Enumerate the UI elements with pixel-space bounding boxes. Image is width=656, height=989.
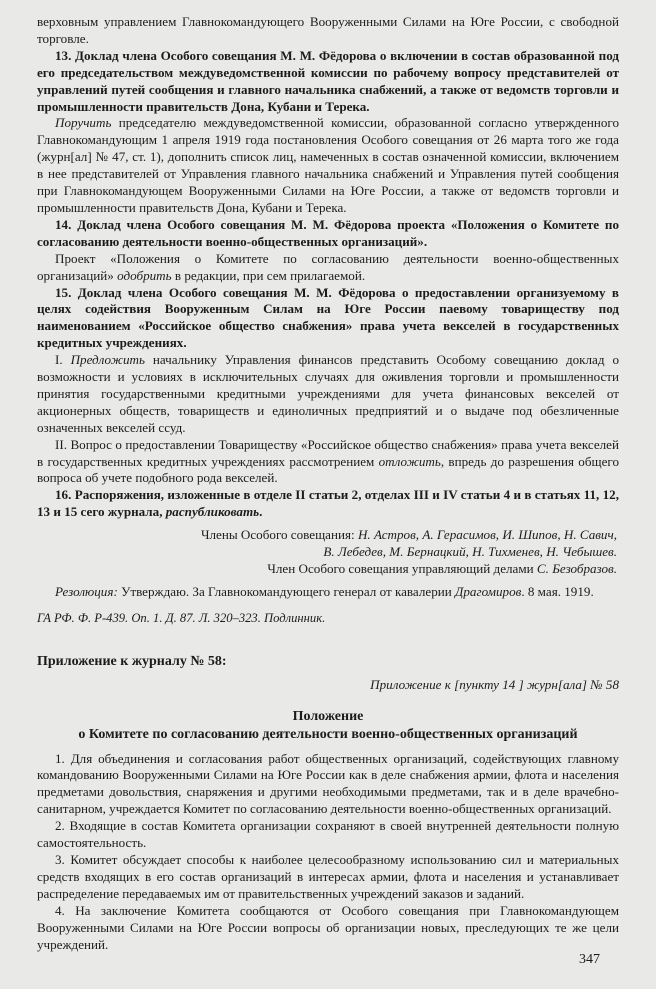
members-signatures-line-1 bbox=[37, 527, 619, 544]
item-15-1-text: начальнику Управления финансов представить Особому совещанию доклад о возможности и условиях в исключительных случаях для оживления торговли и промышленности принятия государственными кредитными учреждениями для учета финансовых векселей от акционерных обществ, товариществ и единоличных предприятий и о выдаче под обезличенные означенных векселей ссуд. bbox=[37, 352, 619, 435]
page-number: 347 bbox=[579, 952, 600, 967]
appendix-reference: Приложение к [пункту 14 ] журн[ала] № 58 bbox=[370, 676, 619, 692]
item-15-heading: 15. Доклад члена Особого совещания М. М. Фёдорова о предоставлении организуемому в целях содействия Вооруженным Силам на Юге России паевому товариществу под наименованием «Российское общество снабжения» права учета векселей в государственных кредитных учреждениях. bbox=[37, 284, 619, 351]
members-signatures-line-2: В. Лебедев, М. Бернацкий, Н. Тихменев, Н. Чебышев. bbox=[323, 544, 617, 560]
item-15-2-verb: отложить bbox=[378, 453, 441, 469]
clause-3: 3. Комитет обсуждает способы к наиболее целесообразному использованию сил и материальных средств входящих в его состав организаций в интересах армии, флота и населения и устанавливает распределение передаваемых им от правительственных учреждений заказов и заданий. bbox=[37, 851, 619, 901]
item-15-2-text-a: II. Вопрос о предоставлении Товариществу «Российское общество снабжения» права учета векселей в государственных кредитных учреждениях рассмотрением bbox=[37, 436, 619, 469]
item-14-body bbox=[37, 251, 619, 285]
item-13-heading: 13. Доклад члена Особого совещания М. М. Фёдорова о включении в состав образованной под его председательством междуведомственной комиссии по рабочему вопросу представителей от управлений путей сообщения и главного начальника снабжений, а также от ведомств торговли и промышленности правительств Дона, Кубани и Терека. bbox=[37, 47, 619, 114]
members-label: Члены Особого совещания: bbox=[200, 527, 358, 543]
secretary-label: Член Особого совещания управляющий делами bbox=[267, 561, 537, 576]
clause-2: 2. Входящие в состав Комитета организации сохраняют в своей внутренней деятельности полную самостоятельность. bbox=[37, 818, 619, 851]
appendix-heading: Приложение к журналу № 58: bbox=[37, 653, 227, 669]
secretary-signature bbox=[37, 561, 619, 578]
item-13-verb: Поручить bbox=[55, 115, 112, 131]
item-15-part-2 bbox=[37, 437, 619, 488]
item-16-verb: распубликовать bbox=[165, 504, 260, 520]
clause-4: 4. На заключение Комитета сообщаются от Особого совещания при Главнокомандующем Вооруженными Силами на Юге России вопросы об организации новых, преследующих те же цели учреждений. bbox=[37, 902, 619, 952]
item-14-verb: одобрить bbox=[117, 267, 172, 283]
item-15-2-text-b: , впредь до разрешения общего вопроса об учете подобного рода векселей. bbox=[37, 453, 619, 486]
item-16-end: . bbox=[259, 504, 263, 520]
secretary-name: С. Безобразов. bbox=[536, 561, 617, 576]
item-14-text-a: Проект «Положения о Комитете по согласованию деятельности военно-общественных организаций» bbox=[37, 250, 619, 283]
resolution-text-b: . 8 мая. 1919. bbox=[521, 583, 594, 599]
item-15-1-verb: Предложить bbox=[70, 352, 145, 368]
item-13-text: председателю междуведомственной комиссии, образованной согласно утвержденного Главнокомандующим 1 апреля 1919 года постановления Особого совещания от 26 марта того же года (журн[ал] № 47, ст. 1), дополнить список лиц, намеченных в состав означенной комиссии, включением в нее представителей от Управления главного начальника снабжений и Управления путей сообщения при Главнокомандующем Вооруженными Силами на Юге России, а также от ведомств торговли и промышленности правительств Дона, Кубани и Терека. bbox=[37, 115, 619, 215]
resolution-label: Резолюция: bbox=[55, 583, 118, 599]
clause-1: 1. Для объединения и согласования работ общественных организаций, содействующих главному командованию Вооруженными Силами на Юге России как в деле снабжения армии, флота и населения предметами довольствия, снаряжения и другими необходимыми предметами, так и в деле врачебно-санитарном, учреждается Комитет по согласованию деятельности военно-общественных организаций. bbox=[37, 750, 619, 817]
document-title: Положение bbox=[292, 708, 364, 724]
document-subtitle: о Комитете по согласованию деятельности военно-общественных организаций bbox=[78, 726, 578, 742]
resolution-text-a: Утверждаю. За Главнокомандующего генерал от кавалерии bbox=[117, 583, 456, 599]
item-14-heading: 14. Доклад члена Особого совещания М. М. Фёдорова проекта «Положения о Комитете по согласованию деятельности военно-общественных организаций». bbox=[37, 216, 619, 249]
item-14-text-b: в редакции, при сем прилагаемой. bbox=[171, 267, 366, 283]
paragraph-continuation: верховным управлением Главнокомандующего Вооруженными Силами на Юге России, с свободной торговле. bbox=[37, 14, 619, 46]
item-13-body bbox=[37, 115, 619, 216]
members-names-1: Н. Астров, А. Герасимов, И. Шипов, Н. Савич, bbox=[357, 527, 617, 543]
item-16-heading bbox=[37, 487, 619, 521]
item-15-1-num: I. bbox=[55, 352, 71, 368]
resolution bbox=[37, 584, 619, 601]
item-15-part-1 bbox=[37, 352, 619, 437]
resolution-name: Драгомиров bbox=[455, 583, 522, 599]
item-16-text: 16. Распоряжения, изложенные в отделе II статьи 2, отделах III и IV статьи 4 и в статьях 11, 12, 13 и 15 сего журнала, bbox=[37, 487, 619, 520]
archive-source: ГА РФ. Ф. Р-439. Оп. 1. Д. 87. Л. 320–323. Подлинник. bbox=[37, 610, 326, 625]
